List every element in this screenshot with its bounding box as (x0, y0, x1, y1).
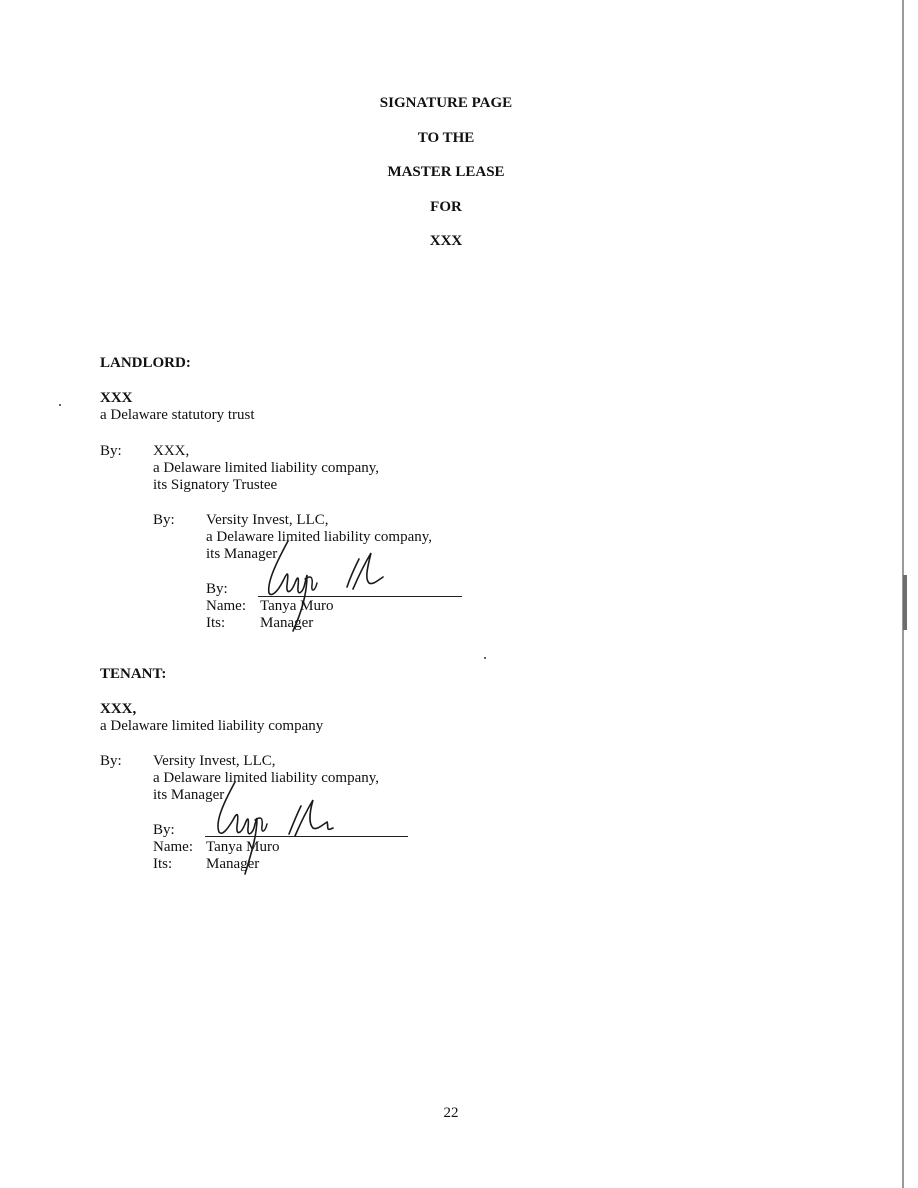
tenant-manager-role: its Manager (153, 787, 225, 803)
landlord-sign-by-label: By: (206, 581, 228, 597)
tenant-manager-name: Versity Invest, LLC, (153, 753, 276, 769)
landlord-its-label: Its: (206, 615, 226, 631)
landlord-manager-by-label: By: (153, 512, 175, 528)
tenant-signature (205, 778, 340, 878)
landlord-manager-desc: a Delaware limited liability company, (206, 529, 433, 545)
landlord-by-label: By: (100, 443, 122, 459)
landlord-entity-name: XXX (100, 390, 133, 406)
landlord-trustee-name: XXX, (153, 443, 190, 459)
landlord-name-label: Name: (206, 598, 246, 614)
tenant-label: TENANT: (100, 666, 167, 682)
landlord-trustee-desc: a Delaware limited liability company, (153, 460, 380, 476)
landlord-its-value: Manager (260, 615, 314, 631)
heading-line-4: FOR (430, 199, 462, 215)
heading-line-3: MASTER LEASE (387, 164, 505, 180)
scan-edge-mark (903, 575, 907, 630)
tenant-by-label: By: (100, 753, 122, 769)
tenant-name-label: Name: (153, 839, 193, 855)
scan-speck (59, 404, 61, 406)
tenant-its-value: Manager (206, 856, 260, 872)
heading-line-5: XXX (429, 233, 463, 249)
tenant-name-value: Tanya Muro (206, 839, 280, 855)
tenant-entity-desc: a Delaware limited liability company (100, 718, 324, 734)
tenant-entity-name: XXX, (100, 701, 137, 717)
heading-line-1: SIGNATURE PAGE (379, 95, 513, 111)
scan-speck (484, 657, 486, 659)
landlord-entity-desc: a Delaware statutory trust (100, 407, 255, 423)
landlord-trustee-role: its Signatory Trustee (153, 477, 278, 493)
landlord-manager-role: its Manager (206, 546, 278, 562)
tenant-its-label: Its: (153, 856, 173, 872)
landlord-signature (255, 535, 395, 635)
landlord-name-value: Tanya Muro (260, 598, 334, 614)
tenant-manager-desc: a Delaware limited liability company, (153, 770, 380, 786)
page-number: 22 (443, 1105, 459, 1121)
heading-line-2: TO THE (417, 130, 475, 146)
landlord-manager-name: Versity Invest, LLC, (206, 512, 329, 528)
landlord-label: LANDLORD: (100, 355, 191, 371)
tenant-sign-by-label: By: (153, 822, 175, 838)
